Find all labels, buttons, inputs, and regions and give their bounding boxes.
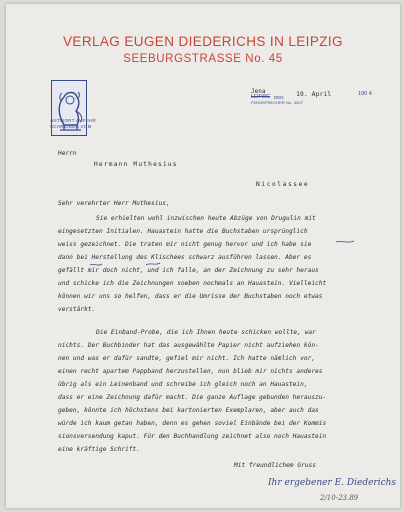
- handwritten-signature: [268, 478, 396, 488]
- archive-number: 2/10-23.89: [320, 494, 359, 502]
- letter-line: verstärkt.: [58, 306, 96, 313]
- letter-line: eine kräftige Schrift.: [58, 446, 140, 453]
- letter-line: können wir uns so helfen, dass er die Umrisse der Buchstaben noch etwas: [58, 293, 323, 300]
- letter-line: übrig als ein Leinenband und schreibe ich gleich noch an Hauastein,: [58, 381, 308, 388]
- letter-line: einen recht apartem Pappband herzustellen, nun blieb mir nichts anderes: [58, 368, 323, 375]
- letter-line: eingesetzten Initialen. Hauastein hatte die Buchstaben ursprünglich: [58, 228, 308, 235]
- letter-line: nichts. Der Buchbinder hat das ausgewählte Papier nicht aufziehen kön-: [58, 342, 319, 349]
- telephone-number: FERNSPRECHER No. 3307: [251, 101, 304, 105]
- letter-line: dann bei Herstellung des Klischees schwarz ausführen lassen. Aber es: [58, 254, 312, 261]
- letter-line: nen und was er dafür sandte, gefiel mir nicht. Ich hatte nämlich vor,: [58, 355, 316, 362]
- letter-line: gefällt mir doch nicht, und ich falle, an der Zeichnung zu sehr heraus: [58, 267, 319, 274]
- recipient-salutation: Herrn: [58, 150, 77, 157]
- place-printed-struck: LEIPZIG: [251, 94, 271, 100]
- letter-greeting: Sehr verehrter Herr Muthesius,: [58, 200, 170, 207]
- letter-line: geben, könnte ich höchstens bei kartonierten Exemplaren, aber auch das: [58, 407, 319, 414]
- publisher-street: SEEBURGSTRASSE No. 45: [123, 53, 283, 65]
- place-of-writing: [251, 88, 271, 100]
- letter-date: 19. April: [296, 90, 332, 98]
- letter-line: dass er eine Zeichnung dafür macht. Die ganze Auflage gebunden herauszu-: [58, 394, 327, 401]
- letter-line: sionsversendung kaput. Für den Buchhandlung zeichnet also noch Hauastein: [58, 433, 327, 440]
- letter-line: Sie erhielten wohl inzwischen heute Abzüge von Drugulin mit: [96, 215, 316, 222]
- answer-reference-text: ANTWORT AUF IHR SCHREIBEN VOM: [50, 118, 97, 129]
- letter-closing: Mit freundlichem Gruss: [234, 462, 316, 469]
- letter-line: weiss gezeichnet. Die traten mir nicht genug hervor und ich habe sie: [58, 241, 312, 248]
- place-typed: Jena: [251, 88, 266, 95]
- den-label: DEN: [274, 95, 284, 100]
- answer-reference-note: [50, 118, 96, 130]
- recipient-name: Hermann Muthesius: [94, 161, 178, 168]
- letter-line: und schicke ich die Zeichnungen soeben nochmals an Hauastein. Vielleicht: [58, 280, 327, 287]
- recipient-city: Nicolassee: [256, 181, 310, 188]
- letter-line: würde ich kaum getan haben, denn es gehen soviel Einbände bei der Kommis: [58, 420, 327, 427]
- letter-line: Die Einband-Probe, die ich Ihnen heute schicken wollte, war: [96, 329, 316, 336]
- signature-text: Ihr ergebener E. Diederichs: [268, 478, 397, 488]
- publisher-name: VERLAG EUGEN DIEDERICHS IN LEIPZIG: [63, 34, 343, 49]
- letter-sheet: [6, 4, 400, 508]
- letter-year: 190 4: [358, 91, 372, 97]
